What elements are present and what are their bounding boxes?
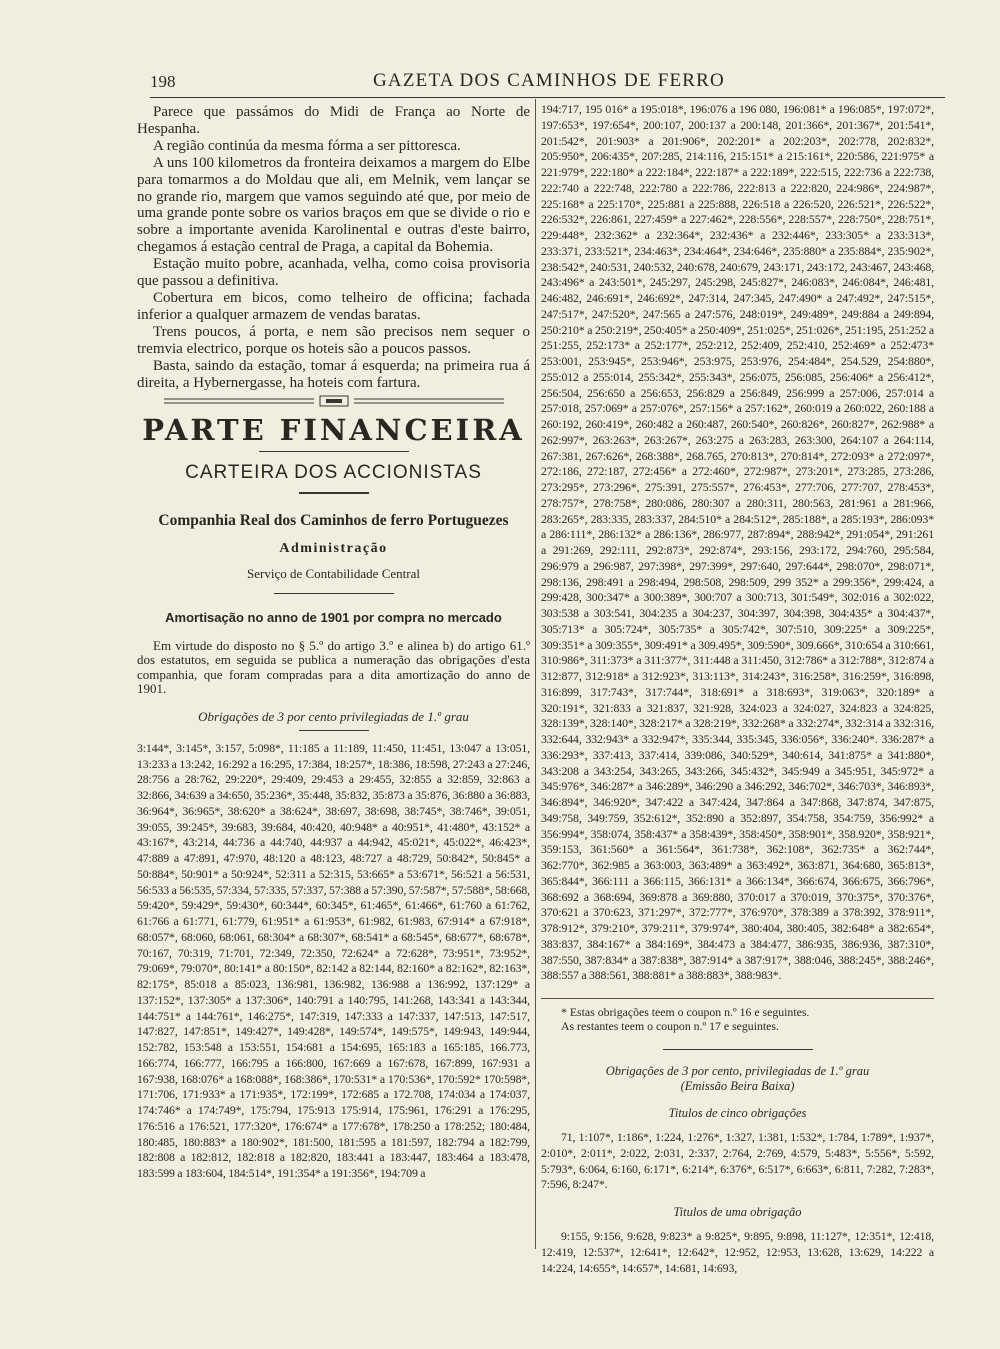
right-column [541,102,934,1276]
heading-line: (Emissão Beira Baixa) [680,1079,795,1093]
header-rule [150,97,945,98]
bond-number-list: 3:144*, 3:145*, 3:157, 5:098*, 11:185 a 11:189, 11:450, 11:451, 13:047 a 13:051, 13:233 a 13:242, 16:292 a 16:295, 17:384, 18:257*, 18:386, 18:598, 27:243 a 27:246, 28:756 a 28:762, 29:220*, 29:409, 29:453 a 29:455, 32:855 a 32:859, 32:863 a 32:866, 34:639 a 34:650, 35:236*, 35:448, 35:832, 35:873 a 35:876, 36:880 a 36:883, 36:964*, 36:965*, 38:620* a 38:624*, 38:697, 38:698, 38:745*, 38:746*, 39:051, 39:055, 39:245*, 39:683, 39:684, 40:420, 40:948* a 40:951*, 41:480*, 43:152* a 43:167*, 43:214, 44:736 a 44:740, 44:937 a 44:942, 45:021*, 45:022*, 46:423*, 47:889 a 47:891, 47:970, 48:120 a 48:123, 48:727 a 48:729, 50:842*, 50:845* a 50:884*, 50:901* a 50:924*, 52:311 a 52:315, 53:665* a 53:671*, 56:521 a 56:531, 56:533 a 56:535, 57:334, 57:335, 57:337, 57:388 a 57:390, 57:587*, 57:588*, 58:668, 59:420*, 59:429*, 59:430*, 60:344*, 60:345*, 61:465*, 61:466*, 61:760 a 61:762, 61:766 a 61:771, 61:779, 61:951* a 61:953*, 61:982, 61:983, 67:914* a 67:918*, 68:057*, 68:060, 68:061, 68:304* a 68:307*, 68:541* a 68:545*, 68:677*, 68:678*, 70:167, 70:319, 71:701, 72:349, 72:350, 72:624* a 72:628*, 73:951*, 73:952*, 79:069*, 79:070*, 80:141* a 80:150*, 82:142 a 82:144, 82:160* a 82:162*, 82:163*, 82:175*, 85:018 a 85:023, 136:981, 136:982, 136:988 a 136:992, 137:129* a 137:152*, 137:305* a 137:306*, 140:791 a 140:795, 141:268, 143:341 a 143:344, 144:751* a 144:761*, 146:275*, 147:319, 147:333 a 147:337, 147:513, 147:517, 147:827, 147:851*, 149:427*, 149:428*, 149:574*, 149:575*, 149:943, 149:944, 152:782, 153:548 a 153:551, 154:681 a 154:695, 165:183 a 165:185, 166.773, 166:774, 166:777, 166:795 a 166:800, 167:669 a 167:678, 167:899, 167:931 a 167:938, 168:076* a 168:088*, 168:386*, 170:531* a 170:536*, 170:592* 170:598*, 171:706, 171:933* a 171:935*, 172:199*, 172:685 a 172.708, 174:034 a 174:037, 174:746* a 174:749*, 175:794, 175:913 175:914, 175:961, 176:291 a 176:295, 176:516 a 176:521, 177:320*, 176:674* a 177:678*, 178:250 a 178:252; 180:484, 180:485, 180:883* a 180:902*, 181:500, 181:595 a 181:597, 182:794 a 182:799, 182:808 a 182:812, 182:818 a 182:820, 183:441 a 183:447, 183:464 a 183:478, 183:599 a 183:604, 184:514*, 191:354* a 191:356*, 194:709 a [137,740,530,1181]
intro-paragraph: Em virtude do disposto no § 5.º do artigo 3.º e alinea b) do artigo 61.º dos estatutos, em seguida se publica a numeração das obrigações d'esta companhia, que foram compradas para a dita amortização do anno de 1901. [137,637,530,697]
section-subtitle: CARTEIRA DOS ACCIONISTAS [185,462,482,484]
administration-label: Administração [279,541,388,557]
divider [299,492,369,494]
paragraph: Parece que passámos do Midi de França ao Norte de Hespanha. [137,104,530,137]
paragraph: Cobertura em bicos, como telheiro de officina; fachada inferior a qualquer armazem de vendas baratas. [137,289,530,323]
running-title: GAZETA DOS CAMINHOS DE FERRO [373,70,725,91]
bond-number-list-continued: 194:717, 195 016* a 195:018*, 196:076 a 196 080, 196:081* a 196:085*, 197:072*, 197:653*, 197:654*, 200:107, 200:137 a 200:148, 201:366*, 201:367*, 201:541*, 201:542*, 201:903* a 201:906*, 202:201* a 202:203*, 202:778, 202:832*, 205:950*, 206:435*, 207:285, 214:116, 215:151* a 215:161*, 220:586, 221:975* a 221:979*, 222:180* a 222:184*, 222:187* a 222:189*, 222:515, 222:736 a 222:738, 222:740 a 222:748, 222:780 a 222:786, 222:813 a 222:820, 224:986*, 224:987*, 225:168* a 225:170*, 225:881 a 225:888, 226:518 a 226:520, 226:521*, 226:522*, 226:532*, 226:861, 227:459* a 227:462*, 228:556*, 228:557*, 228:750*, 228:751*, 229:448*, 232:362* a 232:364*, 232:436* a 232:446*, 233:305* a 233:313*, 233:371, 233:521*, 234:463*, 234:464*, 234:646*, 235:880* a 235:884*, 235:902*, 238:542*, 240:531, 240:532, 240:678, 240:679, 243:171, 243:172, 243:467, 243:468, 243:496* a 243:501*, 245:297, 245:298, 245:827*, 246:083*, 246:084*, 246:481, 246:482, 246:691*, 246:692*, 247:314, 247:345, 247:490* a 247:492*, 247:515*, 247:517*, 247:520*, 247:565 a 247:576, 248:019*, 249:489*, 249:884 a 249:894, 250:210* a 250:219*, 250:405* a 250:409*, 251:025*, 251:026*, 251:195, 251:252 a 251:255, 252:173* a 252:177*, 252:212, 252:409, 252:410, 252:469* a 252:473* 253:001, 253:945*, 253:946*, 253:975, 253:976, 254:484*, 254.529, 254:880*, 255:012 a 255:014, 255:342*, 255:343*, 256:075, 256:085, 256:406* a 256:412*, 256:504, 256:650 a 256:653, 256:829 a 256:849, 256:999 a 257:006, 257:014 a 257:018, 257:069* a 257:076*, 257:156* a 257:162*, 260:019 a 260:022, 260:188 a 260:192, 260:419*, 260:482 a 260:487, 260:540*, 260:826*, 260:827*, 262:988* a 262:997*, 263:263*, 263:267*, 263:275 a 263:283, 263:300, 264:107 a 264:114, 267:381, 267:626*, 268:388*, 268.765, 270:813*, 270:814*, 272:093* a 272:097*, 272:186, 272:187, 272:456* a 272:460*, 272:987*, 273:201*, 273:285, 273:286, 273:295*, 273:296*, 275:391, 275:557*, 276:453*, 277:706, 277:707, 278:453*, 278:757*, 278:758*, 280:086, 280:307 a 280:311, 280:563, 281:961 a 281:966, 283:265*, 283:335, 283:337, 284:510* a 284:512*, 285:188*, a 285:193*, 286:093* a 286:111*, 286:132* a 286:136*, 286:977, 287:894*, 288:942*, 291:054*, 291:261 a 291:269, 292:111, 292:873*, 292:874*, 293:156, 293:172, 294:760, 295:584, 296:979 a 296:987, 297:398*, 297:399*, 297:640, 297:644*, 298:070*, 298:071*, 298:136, 298:491 a 298:494, 298:508, 298:509, 299 352* a 299:356*, 299:424, a 299:428, 300:347* a 300:389*, 300:707 a 300:713, 301:549*, 302:016 a 302:022, 303:538 a 303:541, 304:235 a 304:237, 304:397, 304:398, 304:435* a 304:437*, 305:713* a 305:724*, 305:735* a 305:742*, 307:510, 309:225* a 309:225*, 309:351* a 309:355*, 309:491* a 309.495*, 309:590*, 309.666*, 310:654 a 310:661, 310:986*, 311:373* a 311:377*, 311:448 a 311:450, 312:786* a 312:788*, 312:874 a 312:877, 312:918* a 312:923*, 313:113*, 314:243*, 316:258*, 316:259*, 316:898, 316:899, 317:743*, 317:744*, 318:691* a 318:693*, 319:063*, 320:189* a 320:191*, 321:833 a 321:837, 321:928, 324:023 a 324:027, 324:823 a 324:825, 328:139*, 328:140*, 328:217* a 328:219*, 332:268* a 332:274*, 332:314 a 332:316, 332:644, 332:943* a 332:947*, 335:344, 335:345, 336:056*, 336:240*. 336:287* a 336:293*, 337:413, 337:414, 339:086, 340:529*, 340:614, 341:875* a 341:880*, 343:208 a 343:254, 343:265, 343:266, 345:432*, 345:949 a 345:951, 345:972* a 345:976*, 346:287* a 346:289*, 346:290 a 346:292, 346:702*, 346:703*, 346:893*, 346:894*, 346:920*, 347:422 a 347:424, 347:864 a 347:868, 347:874, 347:875, 349:758, 349:759, 352:612*, 352:890 a 352:897, 354:758, 354:759, 356:992* a 356:994*, 358:074, 358:437* a 358:439*, 358:450*, 358:901*, 358.920*, 358:921*, 359:153, 361:560* a 361:564*, 361:738*, 362:108*, 362:735* a 362:744*, 362:770*, 362:985 a 363:003, 363:489* a 363:492*, 363:871, 364:680, 365:813*, 365:844*, 366:111 a 366:115, 366:131* a 366:134*, 366:674, 366:675, 366:796*, 368:692 a 368:694, 369:878 a 369:880, 370:017 a 370:019, 370:375*, 370:376*, 370:621 a 370:623, 371:297*, 372:777*, 376:970*, 378:389 a 378:392, 378:911*, 378:912*, 379:210*, 379:211*, 379:974*, 380:404, 380:405, 382:648* a 382:654*, 383:837, 384:167* a 384:169*, 384:473 a 384:477, 386:935, 386:936, 387:310*, 387:550, 387:834* a 387:838*, 387:914* a 387:917*, 388:046, 388:245*, 388:246*, 388:557 a 388:561, 388:881* a 388:883*, 388:983*. [541,102,934,983]
footnote-line: * Estas obrigações teem o coupon n.º 16 e seguintes. [561,1005,810,1019]
travel-prose [137,104,530,391]
left-column [137,104,530,1182]
divider [663,1049,813,1050]
footnote [541,1006,934,1033]
group-numbers: 71, 1:107*, 1:186*, 1:224, 1:276*, 1:327, 1:381, 1:532*, 1:784, 1:789*, 1:937*, 2:010*, 2:011*, 2:022, 2:031, 2:337, 2:764, 2:769, 4:579, 5:483*, 5:556*, 5:592, 5:793*, 6:064, 6:160, 6:171*, 6:214*, 6:376*, 6:517*, 6:663*, 6:811, 7:282, 7:283*, 7:596, 8:247*. [541,1130,934,1192]
divider [274,593,394,594]
page-header [150,66,945,96]
paragraph: Estação muito pobre, acanhada, velha, como coisa provisoria que passou a definitiva. [137,256,530,290]
page-number: 198 [150,72,176,91]
paragraph: A região continúa da mesma fórma a ser pittoresca. [153,137,461,154]
bonds-subheading: Obrigações de 3 por cento privilegiadas de 1.º grau [198,708,469,724]
divider [541,998,934,999]
column-divider [535,99,536,1249]
service-label: Serviço de Contabilidade Central [247,566,420,582]
heading-line: Obrigações de 3 por cento, privilegiadas de 1.º grau [605,1064,870,1078]
ornament-rule-icon [164,395,504,407]
divider [299,730,369,731]
beira-baixa-heading [541,1064,934,1094]
group-title: Titulos de uma obrigação [673,1205,802,1219]
section-title: PARTE FINANCEIRA [142,413,525,448]
amortisation-heading: Amortisação no anno de 1901 por compra no mercado [165,610,502,626]
group-numbers: 9:155, 9:156, 9:628, 9:823* a 9:825*, 9:895, 9:898, 11:127*, 12:351*, 12:418, 12:419, 12:537*, 12:641*, 12:642*, 12:952, 12:953, 13:628, 13:629, 14:222 a 14:224, 14:655*, 14:657*, 14:681, 14:693, [541,1229,934,1275]
paragraph: Trens poucos, á porta, e nem são precisos nem sequer o tremvia electrico, porque os hoteis são a poucos passos. [137,323,530,357]
footnote-line: As restantes teem o coupon n.º 17 e seguintes. [561,1018,779,1033]
paragraph: Basta, saindo da estação, tomar á esquerda; na primeira rua á direita, a Hybernergasse, ha hoteis com fartura. [137,357,530,391]
divider [259,451,409,452]
paragraph: A uns 100 kilometros da fronteira deixamos a margem do Elbe para tomarmos a do Moldau que ali, em Melnik, vem lançar se no grande rio, margem que vamos seguindo até que, por meio de uma grande ponte sobre os varios braços em que se divide o rio e sobre a importante avenida Karolinental e outras d'este bairro, chegamos á estação central de Praga, a capital da Bohemia. [137,154,530,256]
company-name: Companhia Real dos Caminhos de ferro Portuguezes [158,512,509,530]
group-title: Titulos de cinco obrigações [668,1106,807,1120]
